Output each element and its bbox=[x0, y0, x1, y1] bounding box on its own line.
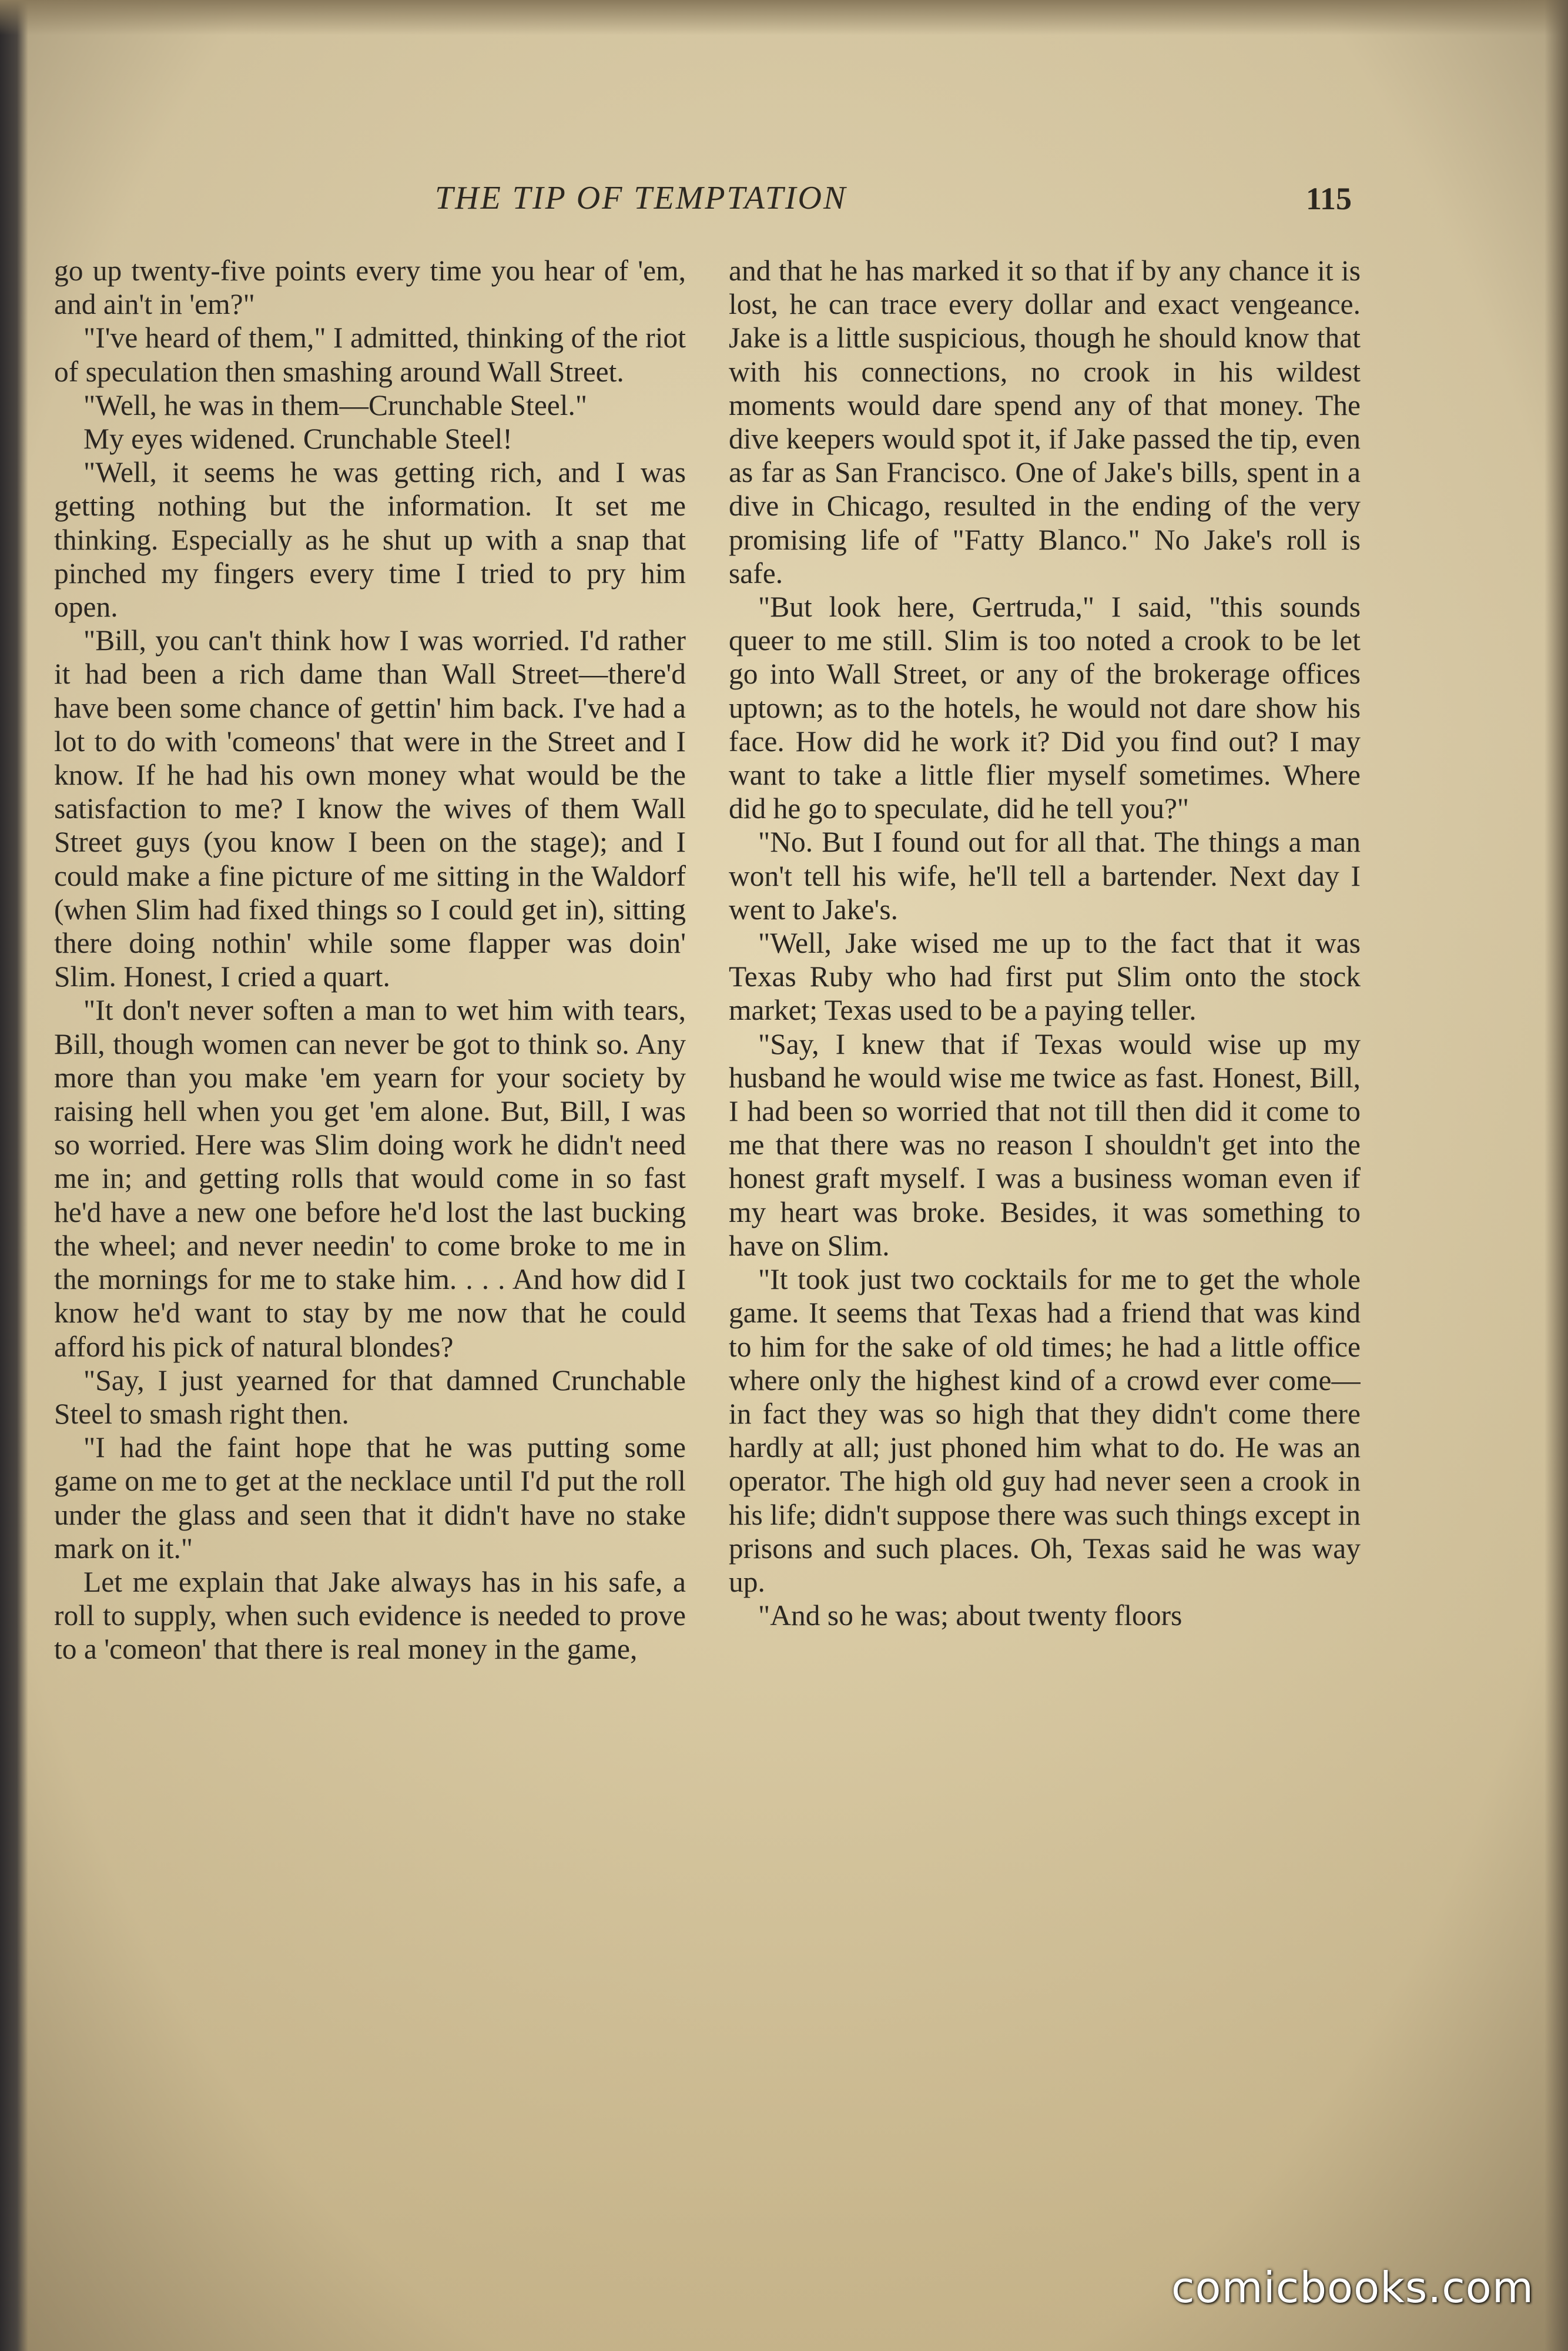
page-edge-left-shadow bbox=[0, 0, 28, 2351]
paragraph: "And so he was; about twenty floors bbox=[758, 1599, 1182, 1632]
paragraph: Let me explain that Jake always has in his safe, a roll to supply, when such evidence is needed to prove to a 'comeon' that there is real money in the game, bbox=[54, 1565, 686, 1666]
paragraph: "I had the faint hope that he was putting some game on me to get at the necklace until I'd put the roll under the glass and seen that it didn't have no stake mark on it." bbox=[54, 1431, 686, 1565]
text-column-right bbox=[729, 254, 1361, 2123]
text-column-left bbox=[54, 254, 686, 2123]
paragraph: and that he has marked it so that if by any chance it is lost, he can trace every dollar and exact vengeance. Jake is a little suspicious, though he should know that with his connections, no crook in his wildest moments would dare spend any of that money. The dive keepers would spot it, if Jake passed the tip, even as far as San Francisco. One of Jake's bills, spent in a dive in Chicago, resulted in the ending of the very promising life of "Fatty Blanco." No Jake's roll is safe. bbox=[729, 254, 1361, 590]
paragraph: "Bill, you can't think how I was worried. I'd rather it had been a rich dame than Wall Street—there'd have been some chance of gettin' him back. I've had a lot to do with 'comeons' that were in the Street and I know. If he had his own money what would be the satisfaction to me? I know the wives of them Wall Street guys (you know I been on the stage); and I could make a fine picture of me sitting in the Waldorf (when Slim had fixed things so I could get in), sitting there doing nothin' while some flapper was doin' Slim. Honest, I cried a quart. bbox=[54, 624, 686, 993]
paragraph: My eyes widened. Crunchable Steel! bbox=[83, 423, 512, 456]
paragraph: "It don't never soften a man to wet him with tears, Bill, though women can never be got to think so. Any more than you make 'em yearn for your society by raising hell when you get 'em alone. But, Bill, I was so worried. Here was Slim doing work he didn't need me in; and getting rolls that would come in so fast he'd have a new one before he'd lost the last bucking the wheel; and never needin' to come broke to me in the mornings for me to stake him. . . . And how did I know he'd want to stay by me now that he could afford his pick of natural blondes? bbox=[54, 994, 686, 1363]
paragraph: go up twenty-five points every time you hear of 'em, and ain't in 'em?" bbox=[54, 254, 686, 321]
paragraph: "I've heard of them," I admitted, thinking of the riot of speculation then smashing around Wall Street. bbox=[54, 321, 686, 388]
paragraph: "Well, it seems he was getting rich, and I was getting nothing but the information. It set me thinking. Especially as he shut up with a snap that pinched my fingers every time I tried to pry him open. bbox=[54, 456, 686, 624]
paragraph: "But look here, Gertruda," I said, "this sounds queer to me still. Slim is too noted a crook to be let go into Wall Street, or any of the brokerage offices uptown; as to the hotels, he would not dare show his face. How did he work it? Did you find out? I may want to take a little flier myself sometimes. Where did he go to speculate, did he tell you?" bbox=[729, 591, 1361, 825]
watermark: comicbooks.com bbox=[1171, 2263, 1534, 2312]
running-title: THE TIP OF TEMPTATION bbox=[435, 180, 847, 216]
page-edge-right-shadow bbox=[1544, 0, 1568, 2351]
page-number: 115 bbox=[1305, 181, 1352, 216]
paragraph: "It took just two cocktails for me to get the whole game. It seems that Texas had a friend that was kind to him for the sake of old times; he had a little office where only the highest kind of a crowd ever come—in fact they was so high that they didn't come there hardly at all; just phoned him what to do. He was an operator. The high old guy had never seen a crook in his life; didn't suppose there was such things except in prisons and such places. Oh, Texas said he was way up. bbox=[729, 1263, 1361, 1598]
paragraph: "No. But I found out for all that. The things a man won't tell his wife, he'll tell a bartender. Next day I went to Jake's. bbox=[729, 826, 1361, 926]
paragraph: "Well, Jake wised me up to the fact that it was Texas Ruby who had first put Slim onto the stock market; Texas used to be a paying teller. bbox=[729, 927, 1361, 1027]
paragraph: "Say, I knew that if Texas would wise up my husband he would wise me twice as fast. Honest, Bill, I had been so worried that not till then did it come to me that there was no reason I shouldn't get into the honest graft myself. I was a business woman even if my heart was broke. Besides, it was something to have on Slim. bbox=[729, 1027, 1361, 1262]
paragraph: "Say, I just yearned for that damned Crunchable Steel to smash right then. bbox=[54, 1364, 686, 1430]
page-edge-top-shadow bbox=[0, 0, 1568, 35]
page-header bbox=[435, 179, 1352, 226]
paragraph: "Well, he was in them—Crunchable Steel." bbox=[83, 389, 588, 421]
